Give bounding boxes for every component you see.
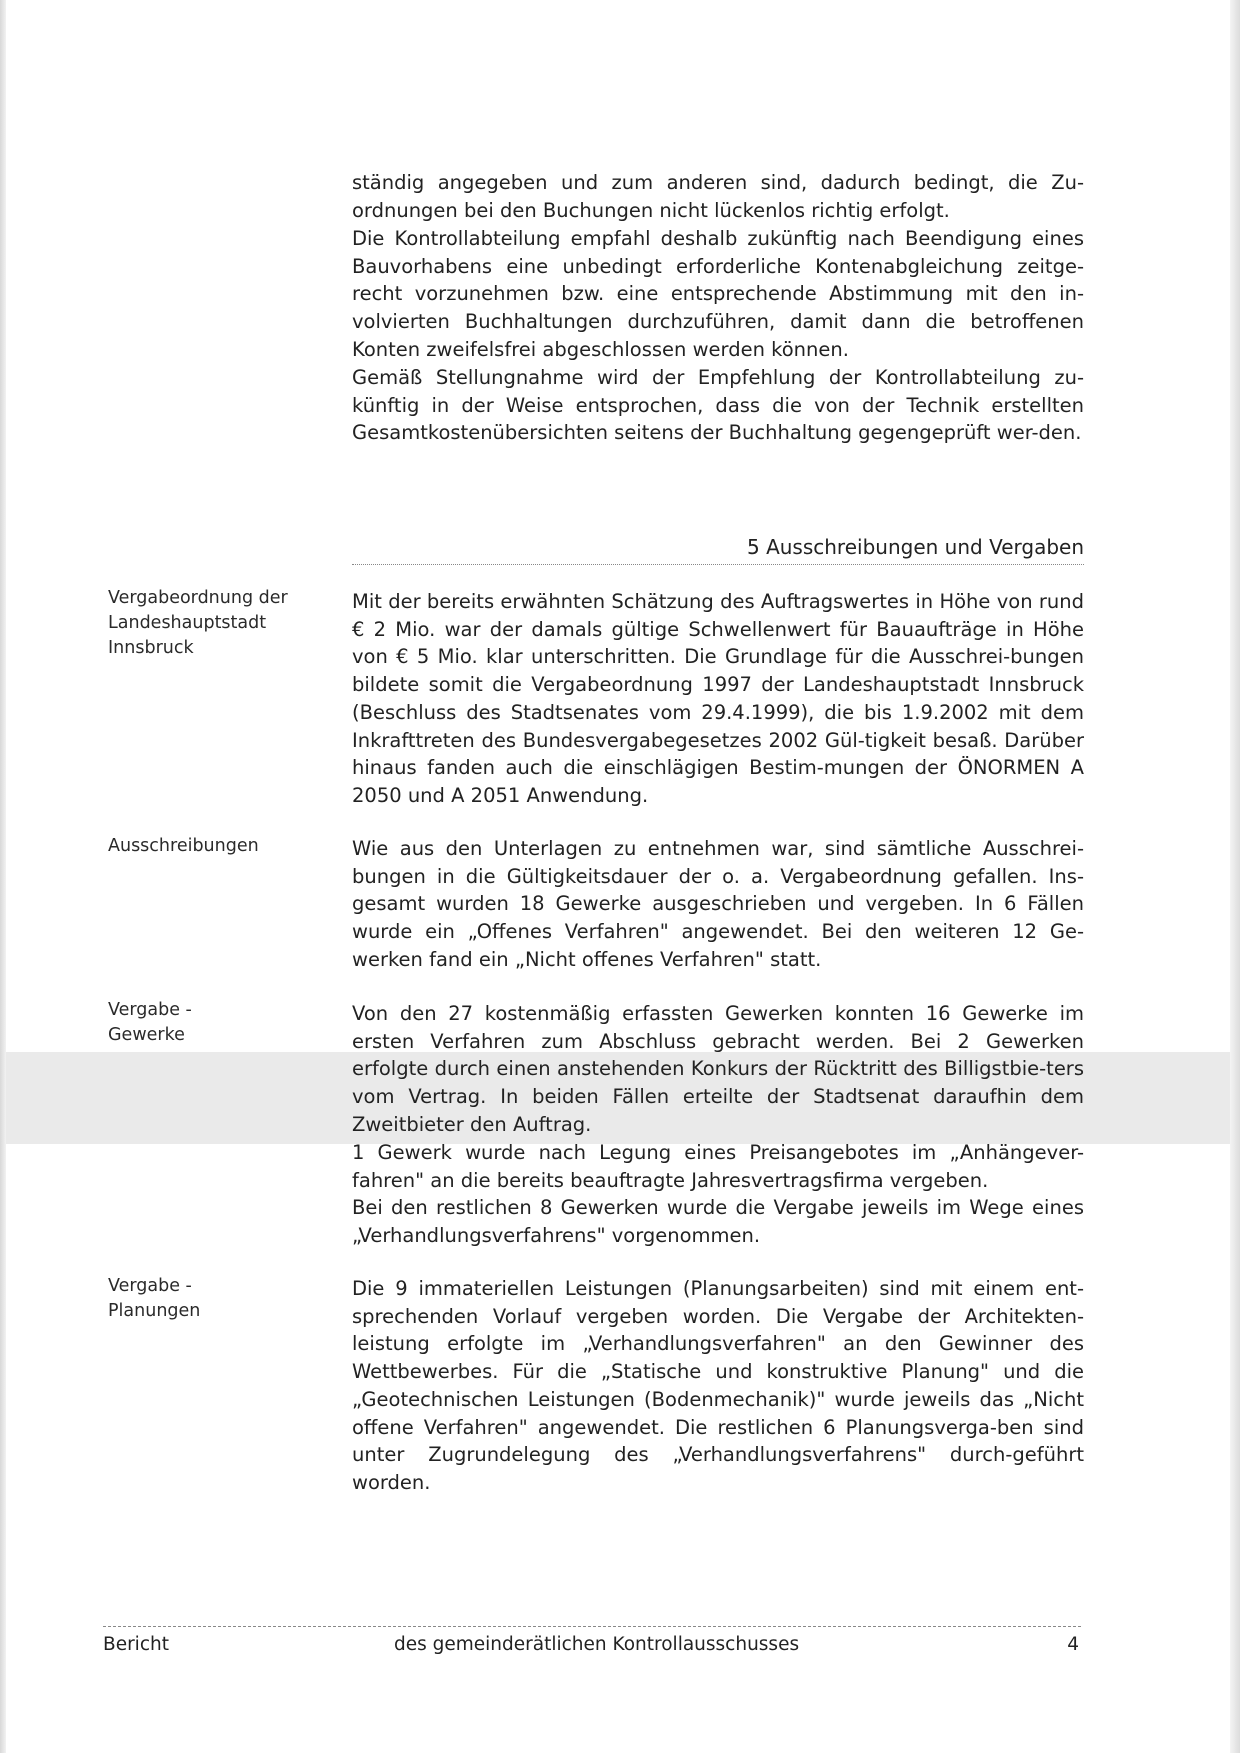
- top-paragraph-2: Die Kontrollabteilung empfahl deshalb zukünftig nach Beendigung eines Bauvorhabens eine unbedingt erforderliche Kontenabgleichung zeitge-recht vorzunehmen bzw. eine entsprechende Abstimmung mit den in-volvierten Buchhaltungen durchzuführen, damit dann die betroffenen Konten zweifelsfrei abgeschlossen werden können.: [352, 227, 1084, 361]
- scan-edge-left: [0, 0, 6, 1753]
- side-label-vergabeordnung: [108, 586, 323, 661]
- side-label-line: Innsbruck: [108, 638, 194, 658]
- scan-edge-right: [1230, 0, 1240, 1753]
- side-label-line: Ausschreibungen: [108, 836, 259, 856]
- footer-report-label: Bericht: [103, 1634, 169, 1655]
- side-label-ausschreibungen: [108, 834, 323, 859]
- side-label-vergabe-gewerke: [108, 998, 323, 1048]
- top-paragraph-1: ständig angegeben und zum anderen sind, dadurch bedingt, die Zu-ordnungen bei den Buchungen nicht lückenlos richtig erfolgt.: [352, 171, 1084, 222]
- side-label-line: Vergabe -: [108, 1000, 192, 1020]
- section-heading: 5 Ausschreibungen und Vergaben: [352, 533, 1084, 565]
- paragraph-vergabeordnung: Mit der bereits erwähnten Schätzung des Auftragswertes in Höhe von rund € 2 Mio. war der damals gültige Schwellenwert für Bauaufträge in Höhe von € 5 Mio. klar unterschritten. Die Grundlage für die Ausschrei-bungen bildete somit die Vergabeordnung 1997 der Landeshauptstadt Innsbruck (Beschluss des Stadtsenates vom 29.4.1999), die bis 1.9.2002 mit dem Inkrafttreten des Bundesvergabegesetzes 2002 Gül-tigkeit besaß. Darüber hinaus fanden auch die einschlägigen Bestim-mungen der ÖNORMEN A 2050 und A 2051 Anwendung.: [352, 590, 1084, 807]
- paragraph-gewerke-3: Bei den restlichen 8 Gewerken wurde die Vergabe jeweils im Wege eines „Verhandlungsverfahrens" vorgenommen.: [352, 1196, 1084, 1247]
- top-paragraph-3: Gemäß Stellungnahme wird der Empfehlung der Kontrollabteilung zu-künftig in der Weise entsprochen, dass die von der Technik erstellten Gesamtkostenübersichten seitens der Buchhaltung gegengeprüft wer-den.: [352, 366, 1084, 445]
- side-label-line: Gewerke: [108, 1025, 185, 1045]
- paragraph-planungen: Die 9 immateriellen Leistungen (Planungsarbeiten) sind mit einem ent-sprechenden Vorlauf vergeben worden. Die Vergabe der Architekten-leistung erfolgte im „Verhandlungsverfahren" an den Gewinner des Wettbewerbes. Für die „Statische und konstruktive Planung" und die „Geotechnischen Leistungen (Bodenmechanik)" wurde jeweils das „Nicht offene Verfahren" angewendet. Die restlichen 6 Planungsverga-ben sind unter Zugrundelegung des „Verhandlungsverfahrens" durch-geführt worden.: [352, 1277, 1084, 1494]
- paragraph-ausschreibungen: Wie aus den Unterlagen zu entnehmen war, sind sämtliche Ausschrei-bungen in die Gültigkeitsdauer der o. a. Vergabeordnung gefallen. Ins-gesamt wurden 18 Gewerke ausgeschrieben und vergeben. In 6 Fällen wurde ein „Offenes Verfahren" angewendet. Bei den weiteren 12 Ge-werken fand ein „Nicht offenes Verfahren" statt.: [352, 837, 1084, 971]
- page-number: 4: [1067, 1634, 1079, 1655]
- side-label-line: Vergabe -: [108, 1276, 192, 1296]
- paragraph-gewerke-1: Von den 27 kostenmäßig erfassten Gewerken konnten 16 Gewerke im ersten Verfahren zum Abschluss gebracht werden. Bei 2 Gewerken erfolgte durch einen anstehenden Konkurs der Rücktritt des Billigstbie-ters vom Vertrag. In beiden Fällen erteilte der Stadtsenat daraufhin dem Zweitbieter den Auftrag.: [352, 1002, 1084, 1136]
- side-label-line: Landeshauptstadt: [108, 613, 267, 633]
- footer-committee-label: des gemeinderätlichen Kontrollausschusses: [394, 1634, 800, 1655]
- side-label-line: Vergabeordnung der: [108, 588, 288, 608]
- paragraph-gewerke-2: 1 Gewerk wurde nach Legung eines Preisangebotes im „Anhängever-fahren" an die bereits beauftragte Jahresvertragsfirma vergeben.: [352, 1141, 1084, 1192]
- side-label-vergabe-planungen: [108, 1274, 323, 1324]
- side-label-line: Planungen: [108, 1301, 201, 1321]
- footer-rule: [103, 1626, 1081, 1627]
